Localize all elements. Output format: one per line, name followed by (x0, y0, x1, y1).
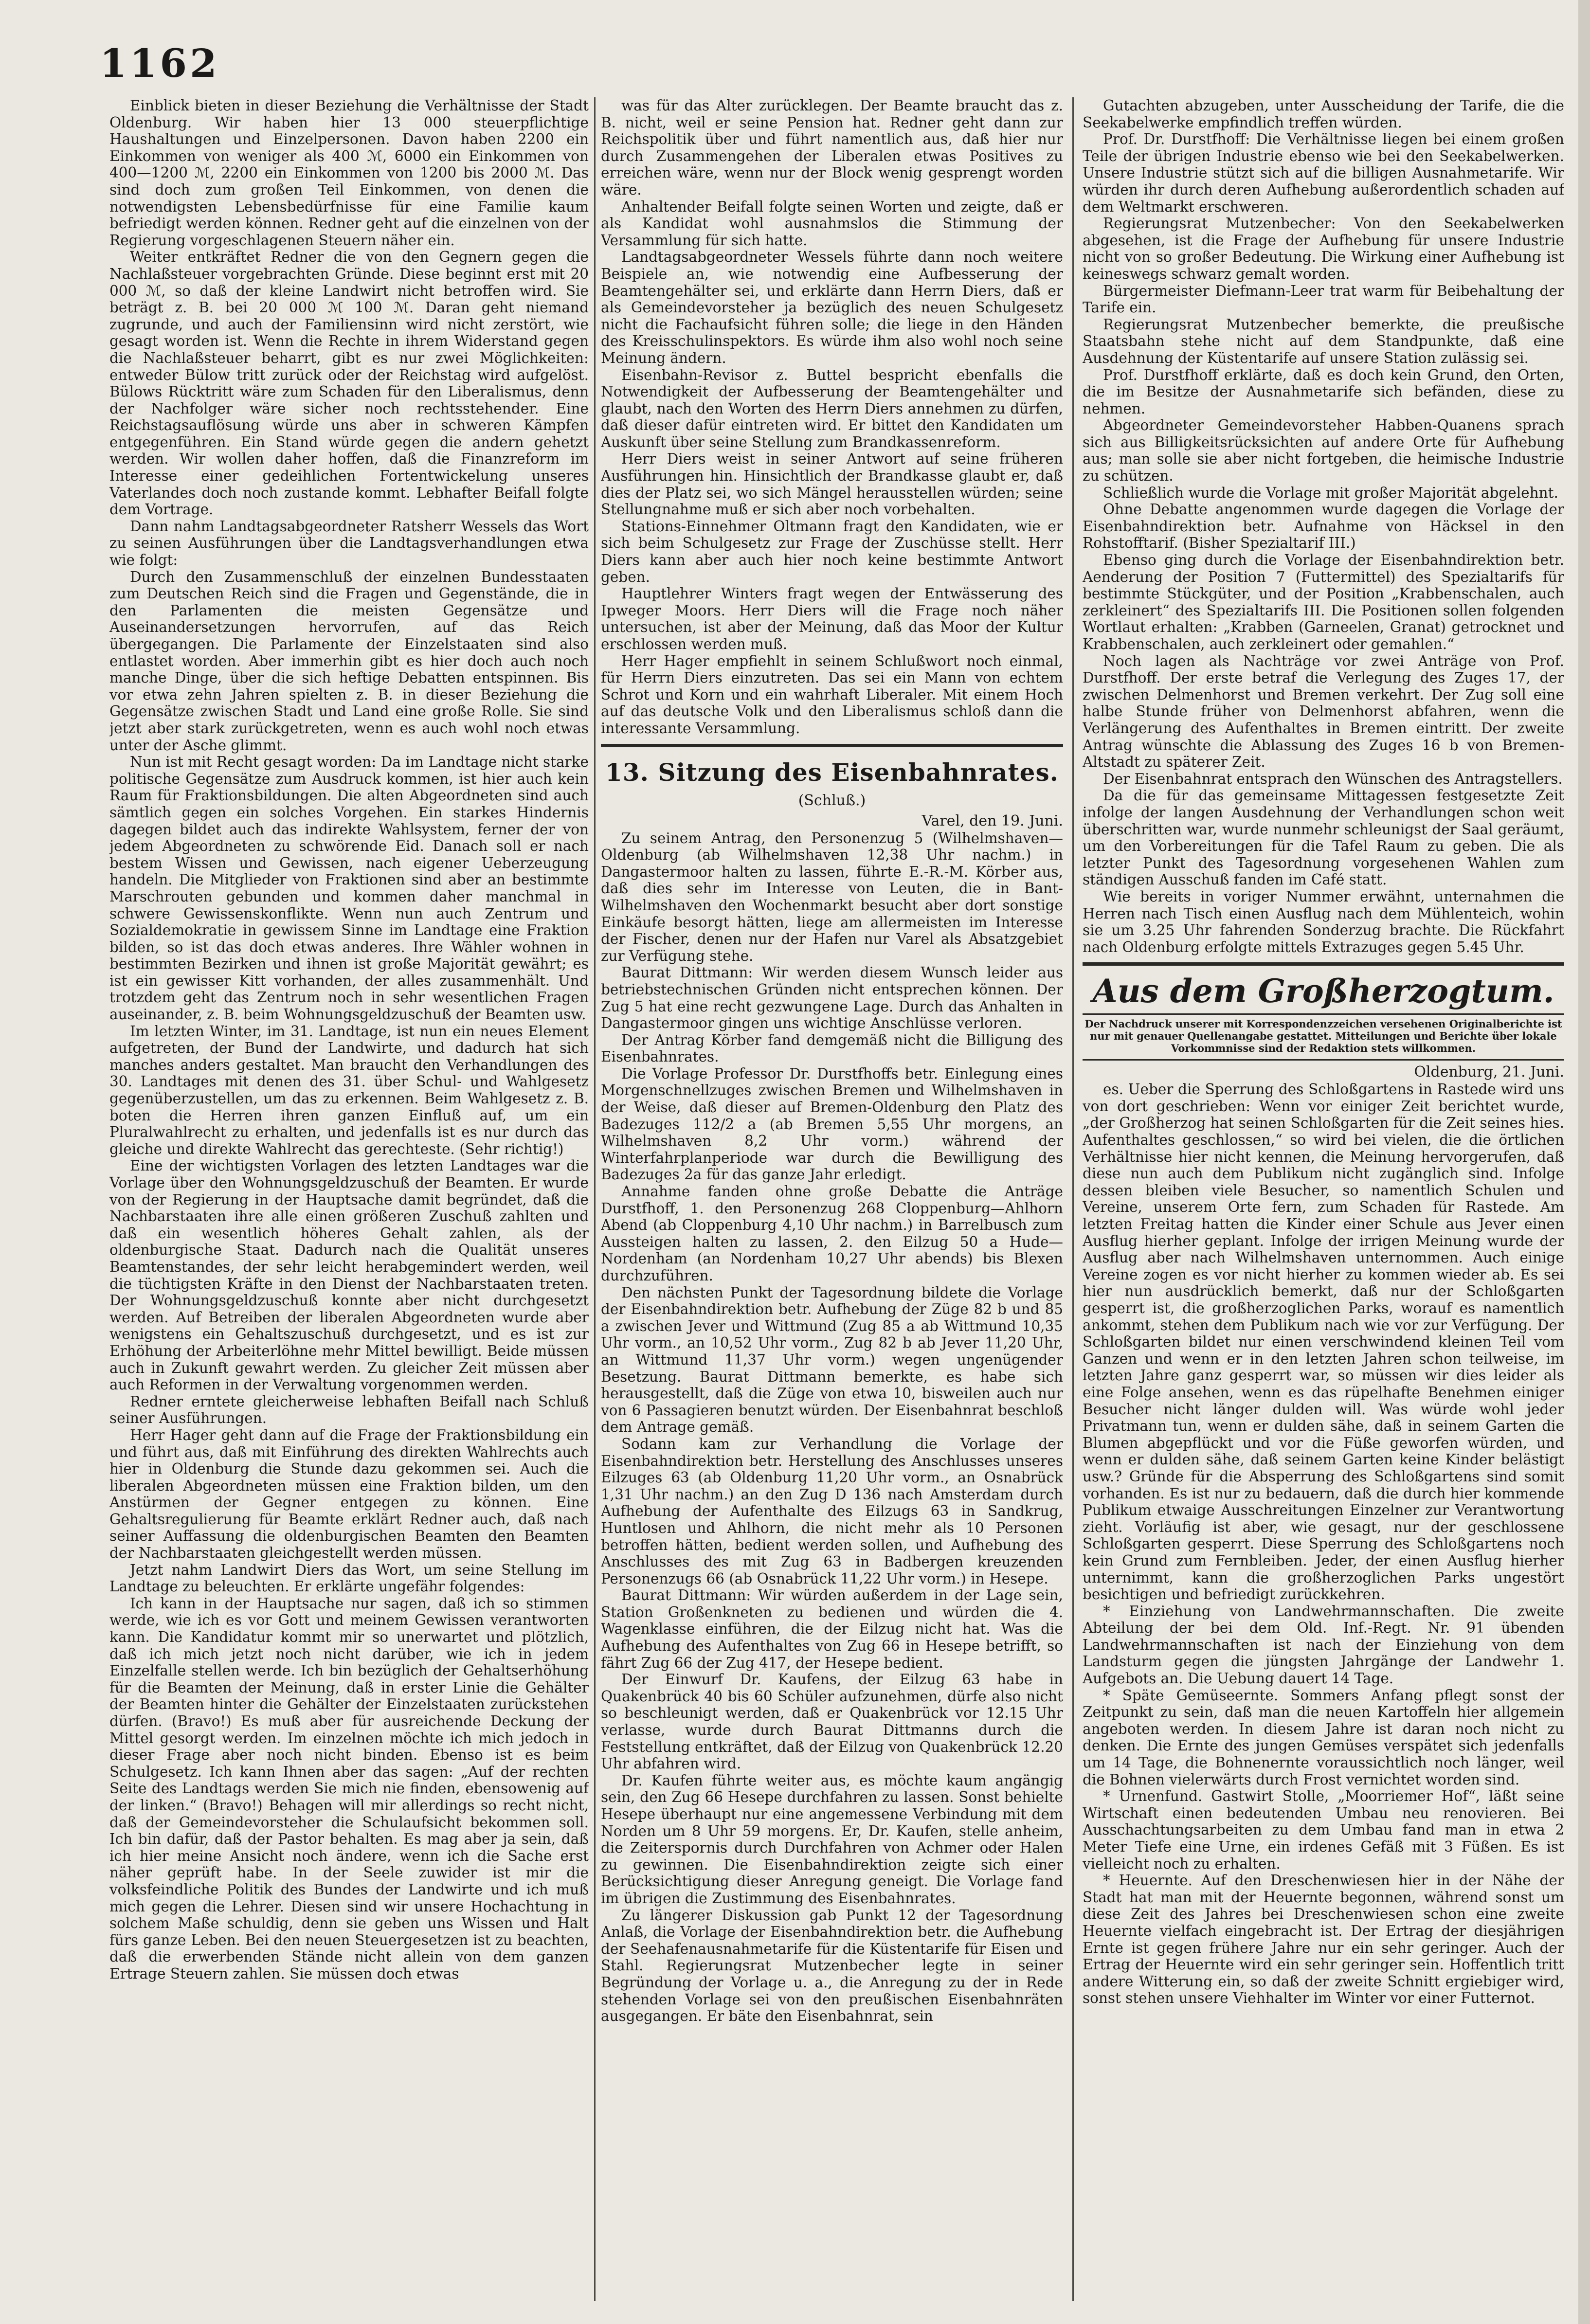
section-subtitle: (Schluß.) (798, 792, 866, 809)
article-paragraph: Abgeordneter Gemeindevorsteher Habben-Quanens sprach sich aus Billigkeitsrücksichten auf andere Orte für Aufhebung aus; man solle sie aber nicht fortgeben, die heimische Industrie zu schützen. (1083, 417, 1564, 485)
article-paragraph: Der Antrag Körber fand demgemäß nicht die Billigung des Eisenbahnrates. (601, 1031, 1063, 1065)
column-1 (109, 97, 589, 2306)
article-paragraph: Hauptlehrer Winters fragt wegen der Entwässerung des Ipweger Moors. Herr Diers will die Frage noch näher untersuchen, ist aber der Meinung, daß das Moor der Kultur erschlossen werden muß. (601, 585, 1063, 652)
scan-edge (1578, 0, 1590, 2324)
column-rule (594, 97, 596, 2301)
section-heading-grossherzogtum: Aus dem Großherzogtum. (1092, 972, 1554, 1010)
article-paragraph: Baurat Dittmann: Wir werden diesem Wunsch leider aus betriebstechnischen Gründen nicht entsprechen können. Der Zug 5 hat eine recht gezwungene Lage. Durch das Anhalten in Dangastermoor gingen uns wichtige Anschlüsse verloren. (601, 964, 1063, 1032)
article-paragraph: Prof. Dr. Durstfhoff: Die Verhältnisse liegen bei einem großen Teile der übrigen Industrie ebenso wie bei den Seekabelwerken. Unsere Industrie stützt sich auf die billigen Ausnahmetarife. Wir würden ihr durch deren Aufhebung außerordentlich schaden auf dem Weltmarkt erschweren. (1083, 131, 1564, 215)
article-paragraph: Ebenso ging durch die Vorlage der Eisenbahndirektion betr. Aenderung der Position 7 (Futtermittel) des Spezialtarifs für bestimmte Stückgüter, und der Position „Krabbenschalen, auch zerkleinert“ des Spezialtarifs III. Die Positionen sollen folgenden Wortlaut erhalten: „Krabben (Garneelen, Granat) getrocknet und Krabbenschalen, auch zerkleinert oder gemahlen.“ (1083, 552, 1564, 652)
article-paragraph: Herr Diers weist in seiner Antwort auf seine früheren Ausführungen hin. Hinsichtlich der Brandkasse glaubt er, daß dies der Platz sei, wo sich Mängel herausstellen würden; seine Stellungnahme muß er sich aber noch vorbehalten. (601, 450, 1063, 518)
dateline: Oldenburg, 21. Juni. (1414, 1063, 1564, 1081)
article-paragraph: Sodann kam zur Verhandlung die Vorlage der Eisenbahndirektion betr. Herstellung des Anschlusses unseres Eilzuges 63 (ab Oldenburg 11,20 Uhr vorm., an Osnabrück 1,31 Uhr nachm.) an den Zug D 136 nach Amsterdam durch Aufhebung der Aufenthalte des Eilzugs 63 in Sandkrug, Huntlosen und Ahlhorn, die nicht mehr als 10 Personen betroffen hätten, bedient werden sollen, und Aufhebung des Anschlusses des mit Zug 63 in Badbergen kreuzenden Personenzugs 66 (ab Osnabrück 11,22 Uhr vorm.) in Hesepe. (601, 1435, 1063, 1587)
article-paragraph: * Urnenfund. Gastwirt Stolle, „Moorriemer Hof“, läßt seine Wirtschaft einen bedeutenden Umbau neu renovieren. Bei Ausschachtungsarbeiten zu dem Umbau fand man in etwa 2 Meter Tiefe eine Urne, ein irdenes Gefäß mit 3 Füßen. Es ist vielleicht noch zu erhalten. (1083, 1788, 1564, 1872)
column-2 (601, 97, 1063, 2306)
article-paragraph: Jetzt nahm Landwirt Diers das Wort, um seine Stellung im Landtage zu beleuchten. Er erklärte ungefähr folgendes: (109, 1561, 589, 1595)
article-paragraph: Nun ist mit Recht gesagt worden: Da im Landtage nicht starke politische Gegensätze zum Ausdruck kommen, ist hier auch kein Raum für Fraktionsbildungen. Die alten Abgeordneten sind auch sämtlich gegen ein solches Vorgehen. Ein starkes Hindernis dagegen bildet auch das indirekte Wahlsystem, ferner der von jedem Abgeordneten zu schwörende Eid. Danach soll er nach bestem Wissen und Gewissen, nach eigener Ueberzeugung handeln. Die Mitglieder von Fraktionen sind aber an bestimmte Marschrouten gebunden und kommen daher manchmal in schwere Gewissenskonflikte. Wenn nun auch Zentrum und Sozialdemokratie in gewissem Sinne im Landtage eine Fraktion bilden, so ist das doch etwas anderes. Ihre Wähler wohnen in bestimmten Bezirken und ihnen ist große Majorität gewährt; es ist ein gewisser Kitt vorhanden, der alles zusammenhält. Und trotzdem geht das Zentrum noch in sehr wesentlichen Fragen auseinander, z. B. beim Wohnungsgeldzuschuß der Beamten usw. (109, 754, 589, 1023)
dateline: Varel, den 19. Juni. (921, 812, 1063, 829)
article-paragraph: Der Eisenbahnrat entsprach den Wünschen des Antragstellers. (1103, 770, 1563, 787)
article-paragraph: Ich kann in der Hauptsache nur sagen, daß ich so stimmen werde, wie ich es vor Gott und meinem Gewissen verantworten kann. Die Kandidatur kommt mir so unerwartet und plötzlich, daß ich mich jetzt noch nicht darüber, wie ich in jedem Einzelfalle stellen werde. Ich bin bezüglich der Gehaltserhöhung für die Beamten der Meinung, daß in erster Linie die Gehälter der Beamten hinter die Gehälter der Einzelstaaten zurückstehen dürfen. (Bravo!) Es muß aber für ausreichende Deckung der Mittel gesorgt werden. Im einzelnen möchte ich mich jedoch in dieser Frage aber noch nicht binden. Ebenso ist es beim Schulgesetz. Ich kann Ihnen aber das sagen: „Auf der rechten Seite des Landtags werden Sie mich nie finden, ebensowenig auf der linken.“ (Bravo!) Behagen will mir allerdings so recht nicht, daß der Gemeindevorsteher die Schulaufsicht bekommen soll. Ich bin dafür, daß der Pastor behalten. Es mag aber ja sein, daß ich hier meine Ansicht noch ändere, wenn ich die Sache erst näher geprüft habe. In der Seele zuwider ist mir die volksfeindliche Politik des Bundes der Landwirte und ich muß mich gegen die Lehrer. Diesen sind wir unsere Hochachtung in solchem Maße schuldig, denn sie geben uns Wissen und Halt fürs ganze Leben. Bei den neuen Steuergesetzen ist zu beachten, daß die erwerbenden Stände nicht allein von dem ganzen Ertrage Steuern zahlen. Sie müssen doch etwas (109, 1595, 589, 1982)
article-paragraph: Einblick bieten in dieser Beziehung die Verhältnisse der Stadt Oldenburg. Wir haben hier 13 000 steuerpflichtige Haushaltungen und Einzelpersonen. Davon haben 2200 ein Einkommen von weniger als 400 ℳ, 6000 ein Einkommen von 400—1200 ℳ, 2200 ein Einkommen von 1200 bis 2000 ℳ. Das sind doch zum großen Teil Einkommen, von denen die notwendigsten Lebensbedürfnisse für eine Familie kaum befriedigt werden können. Redner geht auf die einzelnen von der Regierung vorgeschlagenen Steuern näher ein. (109, 97, 589, 249)
article-paragraph: Zu längerer Diskussion gab Punkt 12 der Tagesordnung Anlaß, die Vorlage der Eisenbahndirektion betr. die Aufhebung der Seehafenausnahmetarife für die Küstentarife für Eisen und Stahl. Regierungsrat Mutzenbecher legte in seiner Begründung der Vorlage u. a., die Anregung zu der in Rede stehenden Vorlage sei von den preußischen Eisenbahnräten ausgegangen. Er bäte den Eisenbahnrat, sein (601, 1907, 1063, 2025)
article-paragraph: Regierungsrat Mutzenbecher bemerkte, die preußische Staatsbahn stehe nicht auf dem Standpunkte, daß eine Ausdehnung der Küstentarife auf unsere Station zulässig sei. (1083, 316, 1564, 366)
article-paragraph: Schließlich wurde die Vorlage mit großer Majorität abgelehnt. (1103, 484, 1558, 501)
column-rule (1072, 97, 1074, 2301)
article-paragraph: Noch lagen als Nachträge vor zwei Anträge von Prof. Durstfhoff. Der erste betraf die Verlegung des Zuges 17, der zwischen Delmenhorst und Bremen verkehrt. Der Zug soll eine halbe Stunde früher von Delmenhorst abfahren, wenn die Verlängerung des Aufenthaltes in Bremen eintritt. Der zweite Antrag wünschte die Ablassung des Zuges 16 b von Bremen-Altstadt zu späterer Zeit. (1083, 652, 1564, 771)
section-divider (1083, 1059, 1564, 1061)
article-paragraph: * Späte Gemüseernte. Sommers Anfang pflegt sonst der Zeitpunkt zu sein, daß man die neuen Kartoffeln hier allgemein angeboten werden. In diesem Jahre ist daran noch nicht zu denken. Die Ernte des jungen Gemüses verspätet sich jedenfalls um 14 Tage, die Bohnenernte voraussichtlich noch länger, weil die Bohnen vielerwärts durch Frost vernichtet worden sind. (1083, 1687, 1564, 1788)
article-paragraph: Baurat Dittmann: Wir würden außerdem in der Lage sein, Station Großenkneten zu bedienen und würden die 4. Wagenklasse einführen, die der Eilzug nicht hat. Was die Aufhebung des Aufenthaltes von Zug 66 in Hesepe betrifft, so fährt Zug 66 der Zug 417, der Hesepe bedient. (601, 1587, 1063, 1671)
article-paragraph: Stations-Einnehmer Oltmann fragt den Kandidaten, wie er sich beim Schulgesetz zur Frage der Zuschüsse stellt. Herr Diers kann aber auch hier noch keine bestimmte Antwort geben. (601, 518, 1063, 585)
article-paragraph: Wie bereits in voriger Nummer erwähnt, unternahmen die Herren nach Tisch einen Ausflug nach dem Mühlenteich, wohin sie um 3.25 Uhr fahrenden Sonderzug brachte. Die Rückfahrt nach Oldenburg erfolgte mittels Extrazuges gegen 5.45 Uhr. (1083, 888, 1564, 955)
article-paragraph: Die Vorlage Professor Dr. Durstfhoffs betr. Einlegung eines Morgenschnellzuges zwischen Bremen und Wilhelmshaven in der Weise, daß dieser auf Bremen-Oldenburg den Platz des Badezuges 112/2 a (ab Bremen 5,55 Uhr morgens, an Wilhelmshaven 8,2 Uhr vorm.) während der Winterfahrplanperiode war durch die Bewilligung des Badezuges 2a für das ganze Jahr erledigt. (601, 1065, 1063, 1183)
section-divider (1083, 962, 1564, 966)
section-heading-eisenbahnrat: 13. Sitzung des Eisenbahnrates. (605, 757, 1059, 787)
article-paragraph: Den nächsten Punkt der Tagesordnung bildete die Vorlage der Eisenbahndirektion betr. Aufhebung der Züge 82 b und 85 a zwischen Jever und Wittmund (Zug 85 a ab Wittmund 10,35 Uhr vorm., an 10,52 Uhr vorm., Zug 82 b ab Jever 11,20 Uhr, an Wittmund 11,37 Uhr vorm.) wegen ungenügender Besetzung. Baurat Dittmann bemerkte, es habe sich herausgestellt, daß die Züge von etwa 10, bisweilen auch nur von 6 Passagieren benutzt würden. Der Eisenbahnrat beschloß dem Antrage gemäß. (601, 1284, 1063, 1436)
section-divider (601, 744, 1063, 747)
article-paragraph: Dann nahm Landtagsabgeordneter Ratsherr Wessels das Wort zu seinen Ausführungen über die Landtagsverhandlungen etwa wie folgt: (109, 518, 589, 569)
article-paragraph: Zu seinem Antrag, den Personenzug 5 (Wilhelmshaven—Oldenburg (ab Wilhelmshaven 12,38 Uhr nachm.) in Dangastermoor halten zu lassen, führte E.-R.-M. Körber aus, daß dies sehr im Interesse von Leuten, die in Bant-Wilhelmshaven den Wochenmarkt besucht aber dort sonstige Einkäufe besorgt hätten, liege am allermeisten im Interesse der Fischer, denen nur der Hafen nur Varel als Absatzgebiet zur Verfügung stehe. (601, 829, 1063, 964)
article-paragraph: Der Einwurf Dr. Kaufens, der Eilzug 63 habe in Quakenbrück 40 bis 60 Schüler aufzunehmen, dürfe also nicht so beschleunigt werden, daß er Quakenbrück vor 12.15 Uhr verlasse, wurde durch Baurat Dittmanns durch die Feststellung entkräftet, daß der Eilzug von Quakenbrück 12.20 Uhr abfahren wird. (601, 1671, 1063, 1772)
reprint-notice: Der Nachdruck unserer mit Korrespondenzzeichen versehenen Originalberichte ist nur mit genauer Quellenangabe gestattet. Mitteilungen und Berichte über lokale Vorkommnisse sind der Redaktion stets willkommen. (1084, 1018, 1562, 1055)
article-paragraph: Gutachten abzugeben, unter Ausscheidung der Tarife, die die Seekabelwerke empfindlich treffen würden. (1083, 97, 1564, 131)
page-number: 1162 (100, 40, 220, 86)
article-paragraph: was für das Alter zurücklegen. Der Beamte braucht das z. B. nicht, weil er seine Pension hat. Redner geht dann zur Reichspolitik über und führt namentlich aus, daß hier nur durch Zusammengehen der Liberalen etwas Positives zu erreichen wäre, wenn nur der Block wenig gesprengt worden wäre. (601, 97, 1063, 198)
article-paragraph: Weiter entkräftet Redner die von den Gegnern gegen die Nachlaßsteuer vorgebrachten Gründe. Diese beginnt erst mit 20 000 ℳ, so daß der kleine Landwirt nicht betroffen wird. Sie beträgt z. B. bei 20 000 ℳ 100 ℳ. Daran geht niemand zugrunde, und auch der Familiensinn wird nicht zerstört, wie gesagt worden ist. Wenn die Rechte in ihrem Widerstand gegen die Nachlaßsteuer beharrt, gibt es nur zwei Möglichkeiten: entweder Bülow tritt zurück oder der Reichstag wird aufgelöst. Bülows Rücktritt wäre zum Schaden für den Liberalismus, denn der Nachfolger wäre sicher noch rechtsstehender. Eine Reichstagsauflösung würde uns aber in schweren Kämpfen entgegenführen. Ein Stand würde gegen die andern gehetzt werden. Wir wollen daher hoffen, daß die Finanzreform im Interesse einer gedeihlichen Fortentwickelung unseres Vaterlandes doch noch zustande kommt. Lebhafter Beifall folgte dem Vortrage. (109, 249, 589, 518)
article-paragraph: Annahme fanden ohne große Debatte die Anträge Durstfhoff, 1. den Personenzug 268 Cloppenburg—Ahlhorn Abend (ab Cloppenburg 4,10 Uhr nachm.) in Barrelbusch zum Aussteigen halten zu lassen, 2. den Eilzug 50 a Hude—Nordenham (an Nordenham 10,27 Uhr abends) bis Blexen durchzuführen. (601, 1183, 1063, 1284)
article-paragraph: Herr Hager empfiehlt in seinem Schlußwort noch einmal, für Herrn Diers einzutreten. Das sei ein Mann von echtem Schrot und Korn und ein wahrhaft Liberaler. Mit einem Hoch auf das deutsche Volk und den Liberalismus schloß dann die interessante Versammlung. (601, 652, 1063, 737)
column-3 (1083, 97, 1564, 2306)
article-paragraph: Regierungsrat Mutzenbecher: Von den Seekabelwerken abgesehen, ist die Frage der Aufhebung für unsere Industrie nicht von so großer Bedeutung. Die Wirkung einer Aufhebung ist keineswegs schwarz gemalt worden. (1083, 215, 1564, 282)
article-paragraph: Da die für das gemeinsame Mittagessen festgesetzte Zeit infolge der langen Ausdehnung der Verhandlungen schon weit überschritten war, wurde nunmehr schleunigst der Saal geräumt, um den Vorbereitungen für die Tafel Raum zu geben. Die als letzter Punkt des Tagesordnung vorgesehenen Wahlen zum ständigen Ausschuß fanden im Café statt. (1083, 787, 1564, 888)
section-divider (1083, 1013, 1564, 1015)
article-paragraph: Eine der wichtigsten Vorlagen des letzten Landtages war die Vorlage über den Wohnungsgeldzuschuß der Beamten. Er wurde von der Regierung in der Hauptsache damit begründet, daß die Nachbarstaaten ihre alle einen größeren Zuschuß zahlten und daß ein wesentlich höheres Gehalt zahlen, als der oldenburgische Staat. Dadurch nach die Qualität unseres Beamtenstandes, der sehr leicht herabgemindert werden, weil die tüchtigsten Kräfte in den Dienst der Nachbarstaaten treten. Der Wohnungsgeldzuschuß konnte aber nicht durchgesetzt werden. Auf Betreiben der liberalen Abgeordneten wurde aber wenigstens ein Gehaltszuschuß durchgesetzt, und es ist zur Erhöhung der Arbeiterlöhne mehr Mittel bewilligt. Beide müssen auch in Zukunft gewahrt werden. Zu gleicher Zeit müssen aber auch Reformen in der Verwaltung vorgenommen werden. (109, 1157, 589, 1393)
article-paragraph: Dr. Kaufen führte weiter aus, es möchte kaum angängig sein, den Zug 66 Hesepe durchfahren zu lassen. Sonst behielte Hesepe überhaupt nur eine angemessene Verbindung mit dem Norden um 8 Uhr 59 morgens. Er, Dr. Kaufen, stelle anheim, die Zeiterspornis durch Durchfahren von Achmer oder Halen zu gewinnen. Die Eisenbahndirektion zeigte sich einer Berücksichtigung dieser Anregung geneigt. Die Vorlage fand im übrigen die Zustimmung des Eisenbahnrates. (601, 1772, 1063, 1907)
article-paragraph: es. Ueber die Sperrung des Schloßgartens in Rastede wird uns von dort geschrieben: Wenn vor einiger Zeit berichtet wurde, „der Großherzog hat seinen Schloßgarten für die Zeit seines hies. Aufenthaltes geschlossen,“ so wird bei vielen, die die örtlichen Verhältnisse hier nicht kennen, die Meinung hervorgerufen, daß diese nun auch dem Publikum nicht zugänglich sind. Infolge dessen bleiben viele Besucher, so namentlich Schulen und Vereine, unserem Orte fern, zum Schaden für Rastede. Am letzten Freitag hatten die Kinder einer Schule aus Jever einen Ausflug hierher geplant. Infolge der irrigen Meinung wurde der Ausflug aber nach Wilhelmshaven unternommen. Auch einige Vereine zogen es vor nicht hierher zu kommen wieder ab. Es sei hier nun ausdrücklich bemerkt, daß nur der Schloßgarten gesperrt ist, die großherzoglichen Parks, worauf es namentlich ankommt, stehen dem Publikum nach wie vor zur Verfügung. Der Schloßgarten bildet nur einen verschwindend kleinen Teil vom Ganzen und wenn er in den letzten Jahren schon teilweise, im letzten Jahre ganz gesperrt war, so müssen wir dies leider als eine Folge ansehen, wenn es das rüpelhafte Benehmen einiger Besucher nicht länger dulden will. Was würde wohl jeder Privatmann tun, wenn er dulden sähe, daß in seinem Garten die Blumen abgepflückt und vor die Füße geworfen würden, und wenn er dulden sähe, daß seinem Garten keine Kinder belästigt usw.? Gründe für die Absperrung des Schloßgartens sind somit vorhanden. Es ist nur zu bedauern, daß die durch hier kommende Publikum etwaige Ausschreitungen Einzelner zur Verantwortung zieht. Vorläufig ist aber, wie gesagt, nur der geschlossene Schloßgarten gesperrt. Diese Sperrung des Schloßgartens noch kein Grund zum Fernbleiben. Jeder, der einen Ausflug hierher unternimmt, kann die großherzoglichen Parks ungestört besichtigen und befriedigt zurückkehren. (1083, 1081, 1564, 1603)
article-paragraph: Bürgermeister Diefmann-Leer trat warm für Beibehaltung der Tarife ein. (1083, 282, 1564, 316)
article-paragraph: Herr Hager geht dann auf die Frage der Fraktionsbildung ein und führt aus, daß mit Einführung des direkten Wahlrechts auch hier in Oldenburg die Stunde dazu gekommen sei. Auch die liberalen Abgeordneten müssen eine Fraktion bilden, um den Anstürmen der Gegner entgegen zu können. Eine Gehaltsregulierung für Beamte erklärt Redner auch, daß nach seiner Auffassung die oldenburgischen Beamten den Beamten der Nachbarstaaten gleichgestellt werden müssen. (109, 1426, 589, 1562)
article-paragraph: Im letzten Winter, im 31. Landtage, ist nun ein neues Element aufgetreten, der Bund der Landwirte, und dadurch hat sich manches anders gestaltet. Man braucht den Verhandlungen des 30. Landtages mit denen des 31. über Schul- und Wahlgesetz gegenüberzustellen, um das zu erkennen. Beim Wahlgesetz z. B. boten die Herren ihren ganzen Einfluß auf, um ein Pluralwahlrecht zu erhalten, und jedenfalls ist es nur durch das gleiche und direkte Wahlrecht das gerechteste. (Sehr richtig!) (109, 1023, 589, 1157)
article-paragraph: Prof. Durstfhoff erklärte, daß es doch kein Grund, den Orten, die im Besitze der Ausnahmetarife sich befänden, diese zu nehmen. (1083, 366, 1564, 417)
article-paragraph: * Einziehung von Landwehrmannschaften. Die zweite Abteilung der bei dem Old. Inf.-Regt. Nr. 91 übenden Landwehrmannschaften ist nach der Einziehung von dem Landsturm gegen die jüngsten Jahrgänge der Landwehr 1. Aufgebots an. Die Uebung dauert 14 Tage. (1083, 1603, 1564, 1687)
article-paragraph: Durch den Zusammenschluß der einzelnen Bundesstaaten zum Deutschen Reich sind die Fragen und Gegenstände, die in den Parlamenten die meisten Gegensätze und Auseinandersetzungen hervorrufen, auf das Reich übergegangen. Die Parlamente der Einzelstaaten sind also entlastet worden. Aber immerhin gibt es hier doch auch noch manche Dinge, über die sich heftige Debatten entspinnen. Bis vor etwa zehn Jahren spielten z. B. in dieser Beziehung die Gegensätze zwischen Stadt und Land eine große Rolle. Sie sind jetzt aber stark zurückgetreten, wenn es auch wohl noch etwas unter der Asche glimmt. (109, 568, 589, 754)
article-paragraph: Eisenbahn-Revisor z. Buttel bespricht ebenfalls die Notwendigkeit der Aufbesserung der Beamtengehälter und glaubt, nach den Worten des Herrn Diers annehmen zu dürfen, daß dieser dafür eintreten wird. Er bittet den Kandidaten um Auskunft über seine Stellung zum Brandkassenreform. (601, 366, 1063, 450)
article-paragraph: Redner erntete gleicherweise lebhaften Beifall nach Schluß seiner Ausführungen. (109, 1393, 589, 1427)
article-paragraph: Ohne Debatte angenommen wurde dagegen die Vorlage der Eisenbahndirektion betr. Aufnahme von Häcksel in den Rohstofftarif. (Bisher Spezialtarif III.) (1083, 501, 1564, 552)
article-paragraph: Landtagsabgeordneter Wessels führte dann noch weitere Beispiele an, wie notwendig eine Aufbesserung der Beamtengehälter sei, und erklärte dann Herrn Diers, daß er als Gemeindevorsteher ja bezüglich des neuen Schulgesetz nicht die Fachaufsicht führen solle; die liege in den Händen des Kreisschulinspektors. Es würde ihm also wohl noch seine Meinung ändern. (601, 249, 1063, 366)
article-paragraph: * Heuernte. Auf den Dreschenwiesen hier in der Nähe der Stadt hat man mit der Heuernte begonnen, während sonst um diese Zeit des Jahres bei Dreschenwiesen schon eine zweite Heuernte vielfach eingebracht ist. Der Ertrag der diesjährigen Ernte ist gegen frühere Jahre nur ein sehr geringer. Auch der Ertrag der Heuernte wird ein sehr geringer sein. Hoffentlich tritt andere Witterung ein, so daß der zweite Schnitt ergiebiger wird, sonst stehen unsere Viehhalter im Winter vor einer Futternot. (1083, 1872, 1564, 2007)
article-paragraph: Anhaltender Beifall folgte seinen Worten und zeigte, daß er als Kandidat wohl ausnahmslos die Stimmung der Versammlung für sich hatte. (601, 198, 1063, 249)
